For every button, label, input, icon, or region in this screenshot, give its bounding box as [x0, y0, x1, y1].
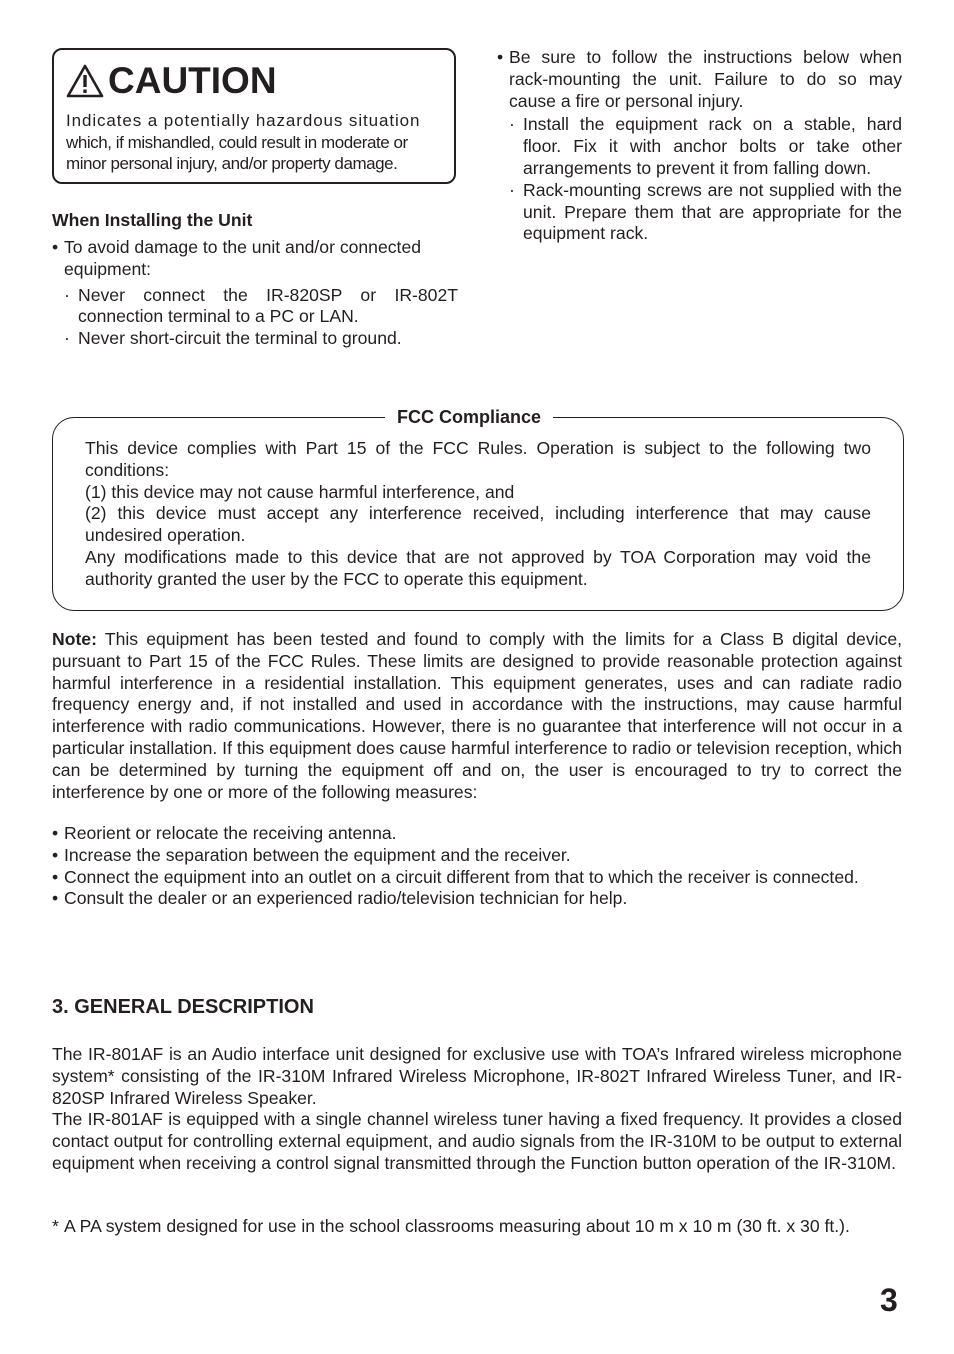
list-item [497, 47, 902, 245]
bullet-mark: • [52, 866, 59, 887]
installing-heading: When Installing the Unit [52, 210, 253, 230]
sub-bullet-mark: · [64, 328, 70, 349]
caution-line-2: which, if mishandled, could result in moderate or [66, 132, 408, 152]
bullet-mark: • [52, 888, 59, 909]
list-item-text: Reorient or relocate the receiving antenna. [64, 823, 397, 843]
bullet-mark: • [497, 47, 504, 67]
caution-title: CAUTION [108, 60, 277, 101]
sub-bullet-mark: · [509, 114, 515, 135]
sub-list-item-text: Rack-mounting screws are not supplied with the unit. Prepare them that are appropriate for the equipment rack. [523, 179, 902, 244]
fcc-paragraph: This device complies with Part 15 of the FCC Rules. Operation is subject to the following two conditions: [85, 438, 871, 480]
fcc-paragraph: (2) this device must accept any interference received, including interference that may cause undesired operation. [85, 503, 871, 546]
sub-bullet-mark: · [64, 284, 70, 305]
caution-line-3: minor personal injury, and/or property damage. [66, 154, 398, 173]
bullet-mark: • [52, 844, 59, 865]
fcc-paragraph: (1) this device may not cause harmful interference, and [85, 481, 515, 502]
installing-list [52, 237, 458, 350]
measures-list [52, 823, 902, 910]
warning-triangle-icon [66, 64, 104, 98]
sub-list-item-text: Never connect the IR-820SP or IR-802T connection terminal to a PC or LAN. [78, 284, 458, 327]
fcc-body [85, 438, 871, 591]
sub-list-item [64, 285, 458, 329]
caution-line-1: Indicates a potentially hazardous situation [66, 111, 421, 130]
list-item [52, 888, 902, 910]
note-text: This equipment has been tested and found to comply with the limits for a Class B digital device, pursuant to Part 15 of the FCC Rules. These limits are designed to provide reasonable protection against harmful interference in a residential installation. This equipment generates, uses and can radiate radio frequency energy and, if not installed and used in accordance with the instructions, may cause harmful interference with radio communications. However, there is no guarantee that interference will not occur in a particular installation. If this equipment does cause harmful interference to radio or television reception, which can be determined by turning the equipment off and on, the user is encouraged to try to correct the interference by one or more of the following measures: [52, 629, 902, 802]
bullet-mark: • [52, 823, 59, 843]
page-number: 3 [880, 1282, 898, 1318]
footnote-mark: * [52, 1216, 59, 1236]
list-item-text: To avoid damage to the unit and/or connected equipment: [64, 237, 422, 279]
list-item-text: Be sure to follow the instructions below when rack-mounting the unit. Failure to do so may cause a fire or personal injury. [509, 47, 902, 111]
sub-list-item-text: Never short-circuit the terminal to ground. [78, 328, 402, 349]
caution-heading [66, 59, 277, 103]
list-item-text: Increase the separation between the equipment and the receiver. [64, 844, 571, 865]
note-label: Note: [52, 629, 97, 649]
sub-list-item-text: Install the equipment rack on a stable, hard floor. Fix it with anchor bolts or take other arrangements to prevent it from falling down. [523, 114, 902, 178]
list-item [52, 867, 902, 889]
rack-list [497, 47, 902, 245]
note-paragraph [52, 629, 902, 803]
general-description [52, 1044, 902, 1175]
list-item-text: Connect the equipment into an outlet on a circuit different from that to which the receiver is connected. [64, 866, 859, 887]
fcc-title: FCC Compliance [385, 405, 553, 429]
sub-bullet-mark: · [509, 179, 515, 200]
list-item [52, 845, 902, 867]
footnote [52, 1216, 902, 1238]
general-paragraph: The IR-801AF is an Audio interface unit designed for exclusive use with TOA’s Infrared wireless microphone system* consisting of the IR-310M Infrared Wireless Microphone, IR-802T Infrared Wireless Tuner, and IR-820SP Infrared Wireless Speaker. [52, 1044, 902, 1108]
footnote-item [52, 1216, 902, 1238]
bullet-mark: • [52, 237, 59, 257]
caution-description [66, 110, 448, 175]
sub-list-item [509, 180, 902, 245]
list-item [52, 237, 458, 350]
list-item-text: Consult the dealer or an experienced radio/television technician for help. [64, 888, 628, 909]
list-item [52, 823, 902, 845]
sub-list-item [64, 328, 458, 350]
section-heading: 3. GENERAL DESCRIPTION [52, 996, 314, 1018]
footnote-text: A PA system designed for use in the school classrooms measuring about 10 m x 10 m (30 ft. x 30 ft.). [64, 1216, 850, 1236]
general-paragraph: The IR-801AF is equipped with a single channel wireless tuner having a fixed frequency. It provides a closed contact output for controlling external equipment, and audio signals from the IR-310M to be output to external equipment when receiving a control signal transmitted through the Function button operation of the IR-310M. [52, 1109, 902, 1173]
fcc-paragraph: Any modifications made to this device that are not approved by TOA Corporation may void the authority granted the user by the FCC to operate this equipment. [85, 546, 871, 589]
sub-list-item [509, 114, 902, 179]
